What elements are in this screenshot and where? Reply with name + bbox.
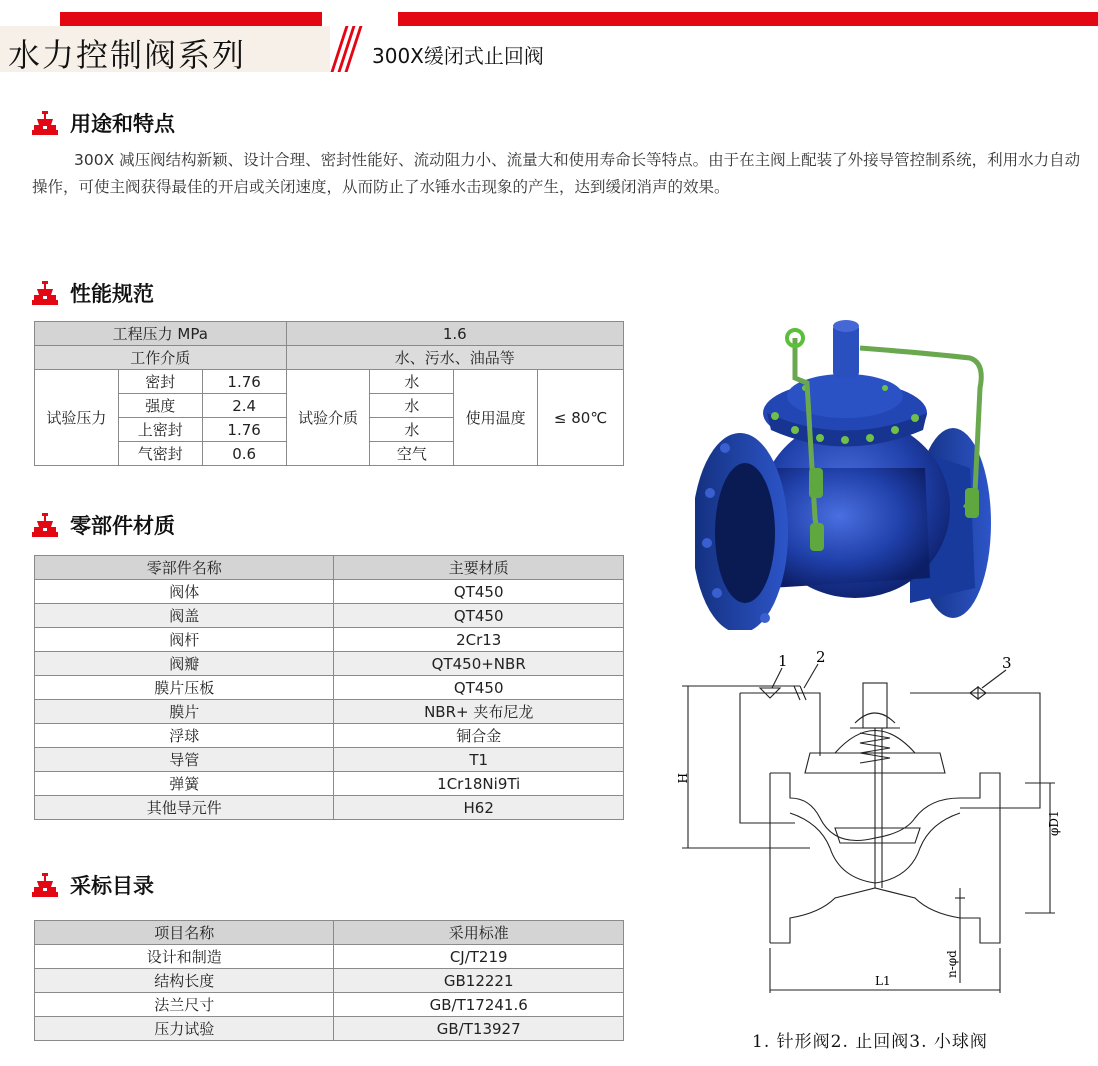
test-medium: 水 (370, 394, 454, 418)
section-materials-heading (32, 510, 175, 540)
test-medium-label: 试验介质 (286, 370, 370, 466)
col-material-header: 主要材质 (334, 556, 624, 580)
col-part-header: 零部件名称 (35, 556, 334, 580)
part-material: 铜合金 (334, 724, 624, 748)
valve-bullet-icon (32, 111, 58, 135)
medium-value: 水、污水、油品等 (286, 346, 623, 370)
part-material: 2Cr13 (334, 628, 624, 652)
section-performance-heading (32, 278, 154, 308)
col-standard-header: 采用标准 (334, 921, 624, 945)
top-accent-bar-right (398, 12, 1098, 26)
temp-value: ≤ 80℃ (538, 370, 624, 466)
part-material: QT450 (334, 676, 624, 700)
test-medium: 水 (370, 370, 454, 394)
part-name: 其他导元件 (35, 796, 334, 820)
usage-description: 300X 减压阀结构新颖、设计合理、密封性能好、流动阻力小、流量大和使用寿命长等特点。由于在主阀上配装了外接导管控制系统，利用水力自动操作，可使主阀获得最佳的开启或关闭速度，从而防止了水锤水击现象的产生，达到缓闭消声的效果。 (32, 151, 1081, 196)
callout-1: 1 (778, 652, 788, 670)
standard-code: CJ/T219 (334, 945, 624, 969)
section-performance-title: 性能规范 (70, 282, 154, 306)
standard-code: GB12221 (334, 969, 624, 993)
valve-section-drawing (660, 648, 1090, 1008)
test-value: 1.76 (202, 370, 286, 394)
part-material: H62 (334, 796, 624, 820)
dim-l1-label: L1 (875, 974, 891, 988)
test-pressure-label: 试验压力 (35, 370, 119, 466)
callout-2: 2 (816, 648, 826, 666)
valve-bullet-icon (32, 513, 58, 537)
part-material: 1Cr18Ni9Ti (334, 772, 624, 796)
standard-code: GB/T13927 (334, 1017, 624, 1041)
valve-bullet-icon (32, 873, 58, 897)
part-name: 浮球 (35, 724, 334, 748)
part-material: NBR+ 夹布尼龙 (334, 700, 624, 724)
product-title: 300X缓闭式止回阀 (372, 44, 544, 68)
top-accent-bar (60, 12, 1098, 26)
section-standards-heading (32, 870, 154, 900)
series-title: 水力控制阀系列 (8, 36, 247, 74)
standard-item: 结构长度 (35, 969, 334, 993)
test-value: 2.4 (202, 394, 286, 418)
valve-bullet-icon (32, 281, 58, 305)
part-name: 阀瓣 (35, 652, 334, 676)
part-name: 弹簧 (35, 772, 334, 796)
standards-table (34, 920, 624, 1041)
medium-label: 工作介质 (35, 346, 287, 370)
pressure-value: 1.6 (286, 322, 623, 346)
callout-3: 3 (1002, 654, 1012, 672)
dim-h-label: H (675, 773, 689, 784)
section-usage-heading (32, 108, 175, 138)
section-materials-title: 零部件材质 (70, 514, 175, 538)
part-name: 阀盖 (35, 604, 334, 628)
section-usage-title: 用途和特点 (70, 112, 175, 136)
part-material: T1 (334, 748, 624, 772)
dim-d1-label: φD1 (1047, 810, 1061, 836)
test-item: 气密封 (118, 442, 202, 466)
part-name: 阀体 (35, 580, 334, 604)
part-name: 膜片压板 (35, 676, 334, 700)
materials-table (34, 555, 624, 820)
part-material: QT450 (334, 604, 624, 628)
performance-table (34, 321, 624, 466)
part-name: 导管 (35, 748, 334, 772)
temp-label: 使用温度 (454, 370, 538, 466)
standard-item: 法兰尺寸 (35, 993, 334, 1017)
standard-item: 设计和制造 (35, 945, 334, 969)
standard-code: GB/T17241.6 (334, 993, 624, 1017)
dim-nd-label: n-φd (945, 950, 959, 978)
test-item: 上密封 (118, 418, 202, 442)
test-value: 0.6 (202, 442, 286, 466)
test-value: 1.76 (202, 418, 286, 442)
pressure-label: 工程压力 MPa (35, 322, 287, 346)
test-medium: 水 (370, 418, 454, 442)
part-name: 阀杆 (35, 628, 334, 652)
test-medium: 空气 (370, 442, 454, 466)
test-item: 强度 (118, 394, 202, 418)
col-item-header: 项目名称 (35, 921, 334, 945)
part-material: QT450 (334, 580, 624, 604)
top-accent-bar-left (60, 12, 322, 26)
section-standards-title: 采标目录 (70, 874, 154, 898)
part-name: 膜片 (35, 700, 334, 724)
standard-item: 压力试验 (35, 1017, 334, 1041)
test-item: 密封 (118, 370, 202, 394)
drawing-caption: 1. 针形阀2. 止回阀3. 小球阀 (752, 1032, 988, 1052)
part-material: QT450+NBR (334, 652, 624, 676)
valve-product-photo (695, 318, 1095, 630)
